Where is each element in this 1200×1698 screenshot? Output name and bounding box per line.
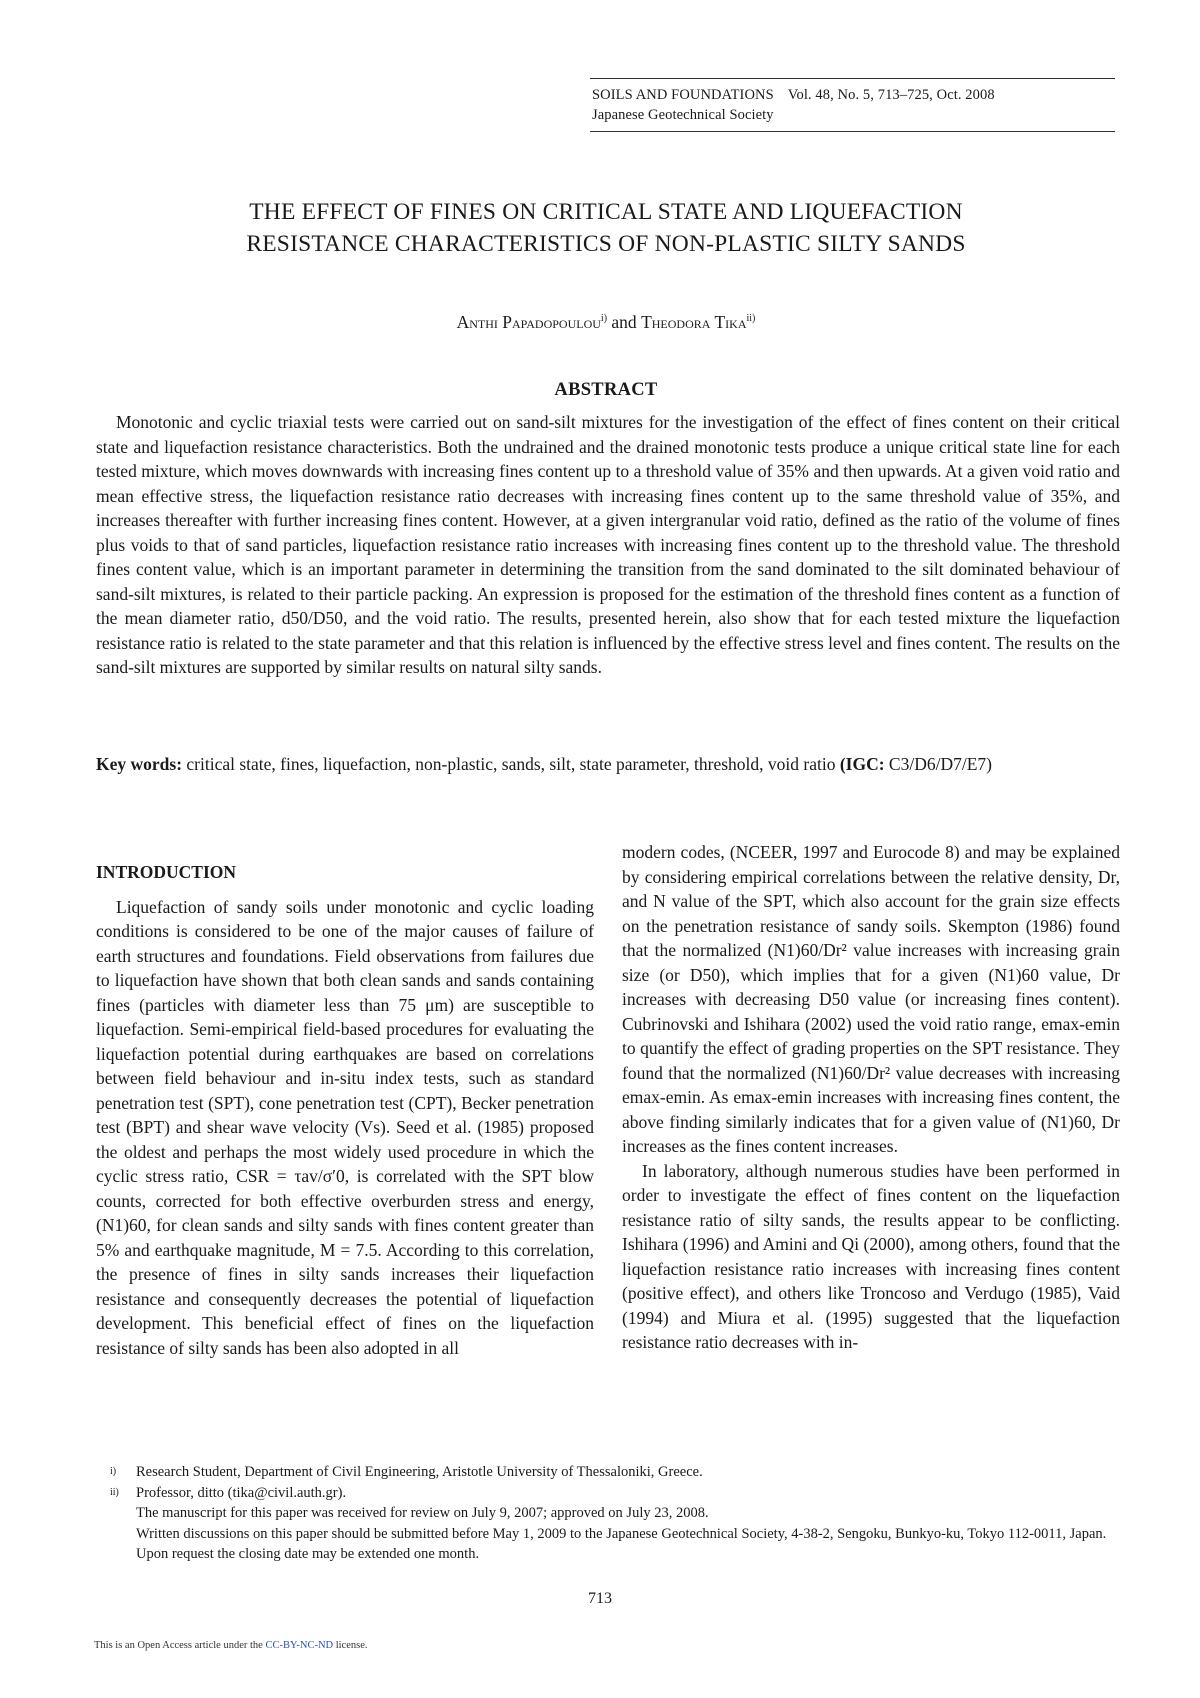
manuscript-received-note: The manuscript for this paper was received for review on July 9, 2007; approved on July 23, 2008. xyxy=(136,1505,709,1521)
title-line-1: THE EFFECT OF FINES ON CRITICAL STATE AND LIQUEFACTION xyxy=(249,199,963,225)
footnotes xyxy=(110,1462,1120,1565)
author-2-affiliation-mark: ii) xyxy=(746,313,756,325)
discussion-note: Written discussions on this paper should be submitted before May 1, 2009 to the Japanese Geotechnical Society, 4-38-2, Sengoku, Bunkyo-ku, Tokyo 112-0011, Japan. Upon request the closing date may be extended one month. xyxy=(136,1525,1107,1562)
journal-name: SOILS AND FOUNDATIONS xyxy=(592,87,774,103)
footnote-1-text: Research Student, Department of Civil Engineering, Aristotle University of Thessaloniki, Greece. xyxy=(136,1464,703,1480)
introduction-paragraph-1: Liquefaction of sandy soils under monotonic and cyclic loading conditions is considered to be one of the major causes of failure of earth structures and foundations. Field observations from failures due to liquefaction have shown that both clean sands and sands containing fines (particles with diameter less than 75 μm) are susceptible to liquefaction. Semi-empirical field-based procedures for evaluating the liquefaction potential during earthquakes are based on correlations between field behaviour and in-situ index tests, such as standard penetration test (SPT), cone penetration test (CPT), Becker penetration test (BPT) and shear wave velocity (Vs). Seed et al. (1985) proposed the oldest and perhaps the most widely used procedure in which the cyclic stress ratio, CSR = τav/σ′0, is correlated with the SPT blow counts, corrected for both effective overburden stress and energy, (N1)60, for clean sands and silty sands with fines content greater than 5% and earthquake magnitude, M = 7.5. According to this correlation, the presence of fines in silty sands increases their liquefaction resistance and consequently decreases the potential of liquefaction development. This beneficial effect of fines on the liquefaction resistance of silty sands has been also adopted in all xyxy=(96,896,594,1358)
author-conjunction: and xyxy=(611,312,637,332)
author-line xyxy=(96,312,1116,333)
keywords-text: critical state, fines, liquefaction, non-plastic, sands, silt, state parameter, threshold, void ratio xyxy=(186,754,836,774)
igc-label: IGC xyxy=(845,754,879,774)
footnote-1 xyxy=(110,1462,1120,1483)
left-column xyxy=(96,842,594,1360)
introduction-paragraph-3: In laboratory, although numerous studies have been performed in order to investigate the effect of fines content on the liquefaction resistance ratio of silty sands, the results appear to be conflicting. Ishihara (1996) and Amini and Qi (2000), among others, found that the liquefaction resistance ratio increases with increasing fines content (positive effect), and others like Troncoso and Verdugo (1985), Vaid (1994) and Miura et al. (1995) suggested that the liquefaction resistance ratio decreases with in- xyxy=(622,1160,1120,1352)
author-1-affiliation-mark: i) xyxy=(600,313,608,325)
right-column xyxy=(622,840,1120,1355)
footnote-2-mark: ii) xyxy=(110,1486,119,1498)
keywords: Key words: critical state, fines, liquefaction, non-plastic, sands, silt, state parameter, threshold, void ratio (IGC: C3/D6/D7/E7) xyxy=(96,754,992,774)
abstract-text: Monotonic and cyclic triaxial tests were carried out on sand-silt mixtures for the investigation of the effect of fines content on their critical state and liquefaction resistance characteristics. Both the undrained and the drained monotonic tests produce a unique critical state line for each tested mixture, which moves downwards with increasing fines content up to a threshold value of 35% and then upwards. At a given void ratio and mean effective stress, the liquefaction resistance ratio decreases with increasing fines content up to the same threshold value of 35%, and increases thereafter with further increasing fines content. However, at a given intergranular void ratio, defined as the ratio of the volume of fines plus voids to that of sand particles, liquefaction resistance ratio increases with increasing fines content up to the threshold value. The threshold fines content value, which is an important parameter in determining the transition from the sand dominated to the silt dominated behaviour of sand-silt mixtures, is related to their particle packing. An expression is proposed for the estimation of the threshold fines content as a function of the mean diameter ratio, d50/D50, and the void ratio. The results, presented herein, also show that for each tested mixture the liquefaction resistance ratio is related to the state parameter and that this relation is influenced by the effective stress level and fines content. The results on the sand-silt mixtures are supported by similar results on natural silty sands. xyxy=(96,412,1120,677)
introduction-heading: INTRODUCTION xyxy=(96,862,237,882)
journal-citation: Vol. 48, No. 5, 713–725, Oct. 2008 xyxy=(787,87,995,103)
paper-title xyxy=(96,196,1116,260)
journal-society: Japanese Geotechnical Society xyxy=(592,107,774,123)
journal-header xyxy=(590,78,1115,132)
title-line-2: RESISTANCE CHARACTERISTICS OF NON-PLASTIC SILTY SANDS xyxy=(246,231,966,257)
footnote-2 xyxy=(110,1483,1120,1504)
license-link[interactable]: CC-BY-NC-ND xyxy=(265,1640,334,1651)
introduction-paragraph-2: modern codes, (NCEER, 1997 and Eurocode 8) and may be explained by considering empirical correlations between the relative density, Dr, and N value of the SPT, which also account for the grain size effects on the penetration resistance of sandy soils. Skempton (1986) found that the normalized (N1)60/Dr² value increases with increasing grain size (or D50), which implies that for a given (N1)60 value, Dr increases with decreasing D50 value (or increasing fines content). Cubrinovski and Ishihara (2002) used the void ratio range, emax-emin to quantify the effect of grading properties on the SPT resistance. They found that the normalized (N1)60/Dr² value decreases with increasing emax-emin. As emax-emin increases with increasing fines content, the above finding similarly indicates that for a given value of (N1)60, Dr increases as the fines content increases. xyxy=(622,842,1120,1156)
license-prefix: This is an Open Access article under the xyxy=(94,1640,263,1651)
abstract-heading: ABSTRACT xyxy=(554,380,658,400)
license-notice xyxy=(94,1640,368,1651)
footnote-2-text: Professor, ditto (tika@civil.auth.gr). xyxy=(136,1484,347,1501)
footnote-1-mark: i) xyxy=(110,1466,117,1477)
author-1: Anthi Papadopoulou xyxy=(456,312,601,332)
igc-codes: C3/D6/D7/E7 xyxy=(888,754,987,774)
page-number: 713 xyxy=(588,1590,612,1607)
keywords-label: Key words: xyxy=(96,754,183,774)
license-suffix: license. xyxy=(335,1640,368,1651)
author-2: Theodora Tika xyxy=(641,312,747,332)
